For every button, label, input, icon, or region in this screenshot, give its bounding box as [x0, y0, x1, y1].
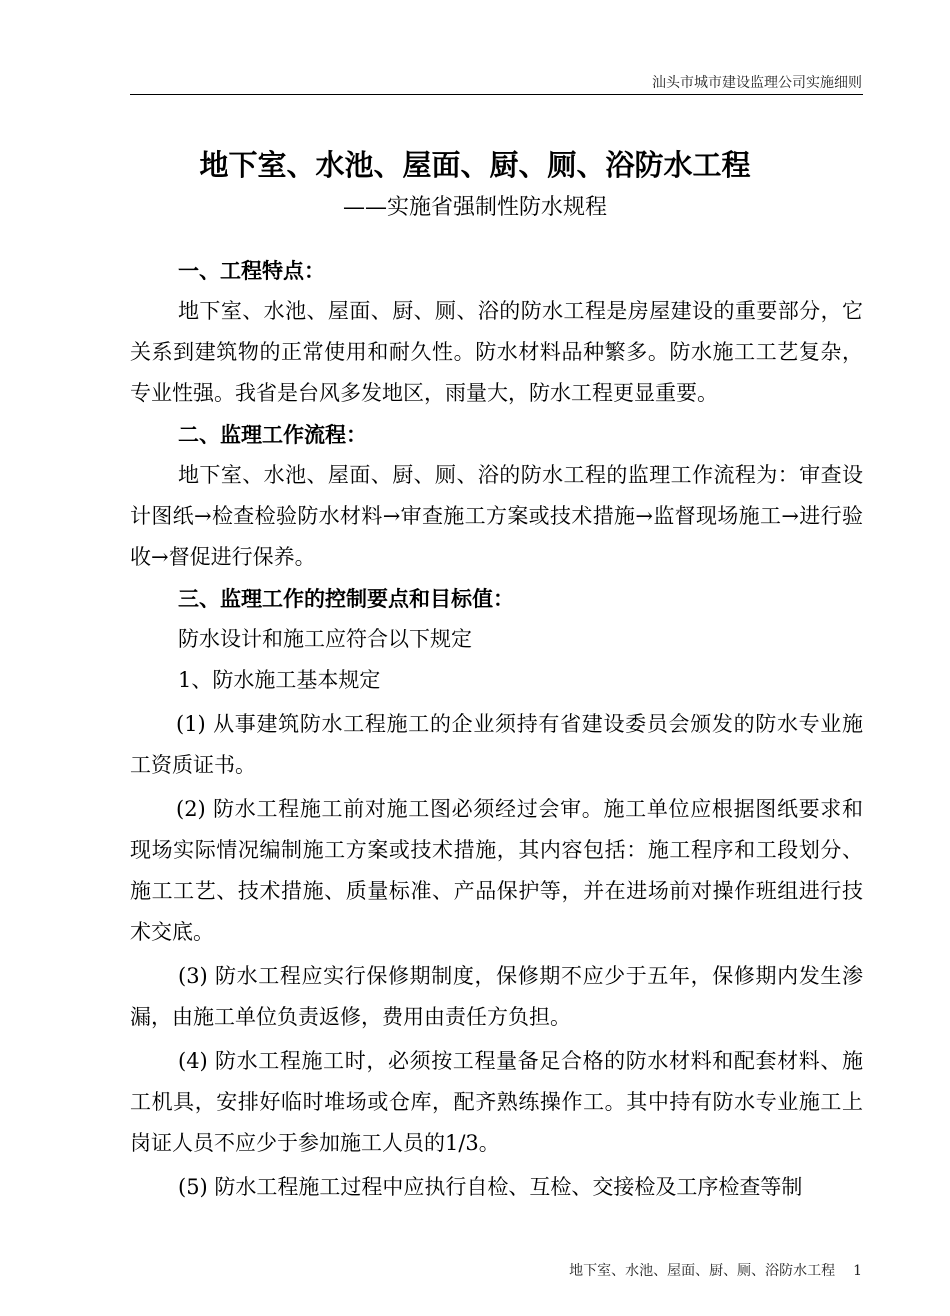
document-body — [130, 250, 863, 1208]
section-3-intro: 防水设计和施工应符合以下规定 — [178, 627, 472, 651]
list-item: (2) 防水工程施工前对施工图必须经过会审。施工单位应根据图纸要求和现场实际情况编制施工方案或技术措施，其内容包括：施工程序和工段划分、施工工艺、技术措施、质量标准、产品保护等，并在进场前对操作班组进行技术交底。 — [130, 797, 863, 944]
section-3-subheading: 1、防水施工基本规定 — [178, 668, 381, 692]
list-item: (3) 防水工程应实行保修期制度，保修期不应少于五年，保修期内发生渗漏，由施工单位负责返修，费用由责任方负担。 — [130, 964, 863, 1029]
header-divider — [130, 94, 863, 95]
section-2-paragraph: 地下室、水池、屋面、厨、厕、浴的防水工程的监理工作流程为：审查设计图纸→检查检验防水材料→审查施工方案或技术措施→监督现场施工→进行验收→督促进行保养。 — [130, 463, 863, 569]
list-item: (4) 防水工程施工时，必须按工程量备足合格的防水材料和配套材料、施工机具，安排好临时堆场或仓库，配齐熟练操作工。其中持有防水专业施工上岗证人员不应少于参加施工人员的1/3。 — [130, 1049, 863, 1155]
section-1-heading: 一、工程特点： — [178, 258, 325, 283]
section-2-heading: 二、监理工作流程： — [178, 422, 367, 447]
footer-title: 地下室、水池、屋面、厨、厕、浴防水工程 — [569, 1263, 836, 1279]
page-header-text: 汕头市城市建设监理公司实施细则 — [652, 75, 862, 91]
section-3-heading: 三、监理工作的控制要点和目标值： — [178, 586, 514, 611]
list-item: (5) 防水工程施工过程中应执行自检、互检、交接检及工序检查等制 — [178, 1175, 803, 1199]
list-item: (1) 从事建筑防水工程施工的企业须持有省建设委员会颁发的防水专业施工资质证书。 — [130, 712, 863, 777]
page-number: 1 — [853, 1263, 862, 1279]
document-subtitle: ——实施省强制性防水规程 — [342, 195, 607, 220]
document-title: 地下室、水池、屋面、厨、厕、浴防水工程 — [199, 148, 751, 182]
section-1-paragraph: 地下室、水池、屋面、厨、厕、浴的防水工程是房屋建设的重要部分，它关系到建筑物的正常使用和耐久性。防水材料品种繁多。防水施工工艺复杂，专业性强。我省是台风多发地区，雨量大，防水工程更显重要。 — [130, 299, 863, 405]
page-footer — [569, 1262, 862, 1280]
